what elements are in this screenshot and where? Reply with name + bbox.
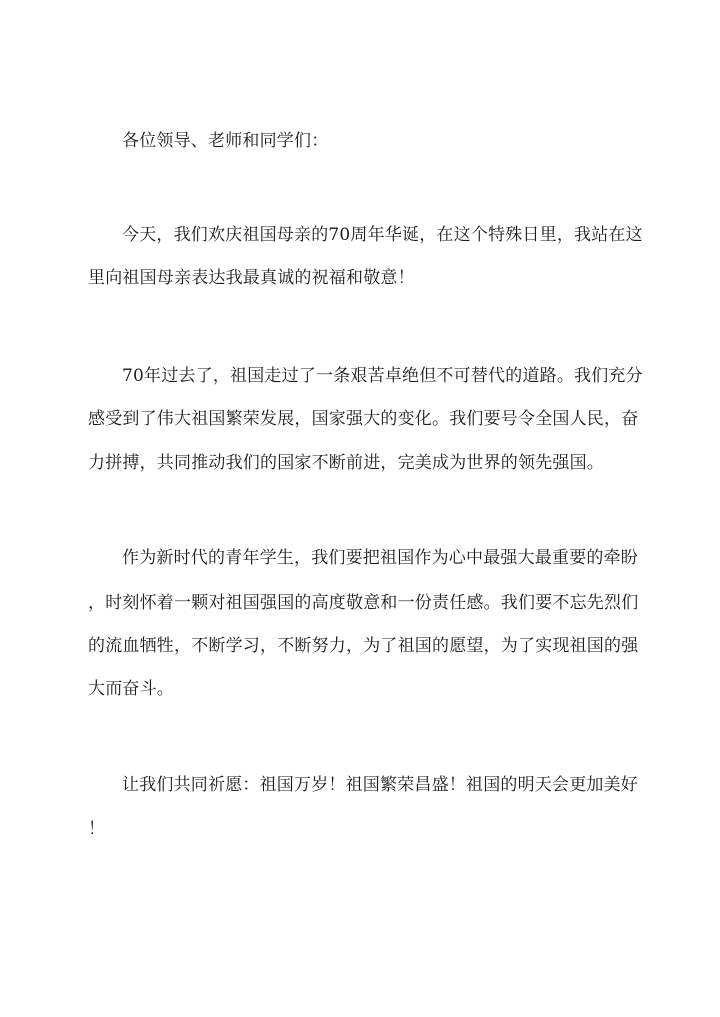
paragraph-3-line-1: 作为新时代的青年学生，我们要把祖国作为心中最强大最重要的牵盼 bbox=[122, 548, 638, 568]
paragraph-2-line-1: 70年过去了，祖国走过了一条艰苦卓绝但不可替代的道路。我们充分 bbox=[122, 366, 643, 386]
paragraph-4-line-1: 让我们共同祈愿：祖国万岁！祖国繁荣昌盛！祖国的明天会更加美好 bbox=[122, 775, 638, 795]
paragraph-1-line-1: 今天，我们欢庆祖国母亲的70周年华诞，在这个特殊日里，我站在这 bbox=[122, 225, 643, 245]
paragraph-3-line-4: 大而奋斗。 bbox=[88, 679, 174, 699]
greeting-line: 各位领导、老师和同学们： bbox=[122, 131, 329, 151]
paragraph-4-line-2: ！ bbox=[88, 819, 106, 839]
paragraph-3-line-2: ，时刻怀着一颗对祖国强国的高度敬意和一份责任感。我们要不忘先烈们 bbox=[88, 593, 639, 613]
paragraph-2-line-3: 力拼搏，共同推动我们的国家不断前进，完美成为世界的领先强国。 bbox=[88, 453, 604, 473]
paragraph-3-line-3: 的流血牺牲，不断学习，不断努力，为了祖国的愿望，为了实现祖国的强 bbox=[88, 636, 639, 656]
paragraph-2-line-2: 感受到了伟大祖国繁荣发展，国家强大的变化。我们要号令全国人民，奋 bbox=[88, 409, 639, 429]
paragraph-1-line-2: 里向祖国母亲表达我最真诚的祝福和敬意！ bbox=[88, 268, 415, 288]
